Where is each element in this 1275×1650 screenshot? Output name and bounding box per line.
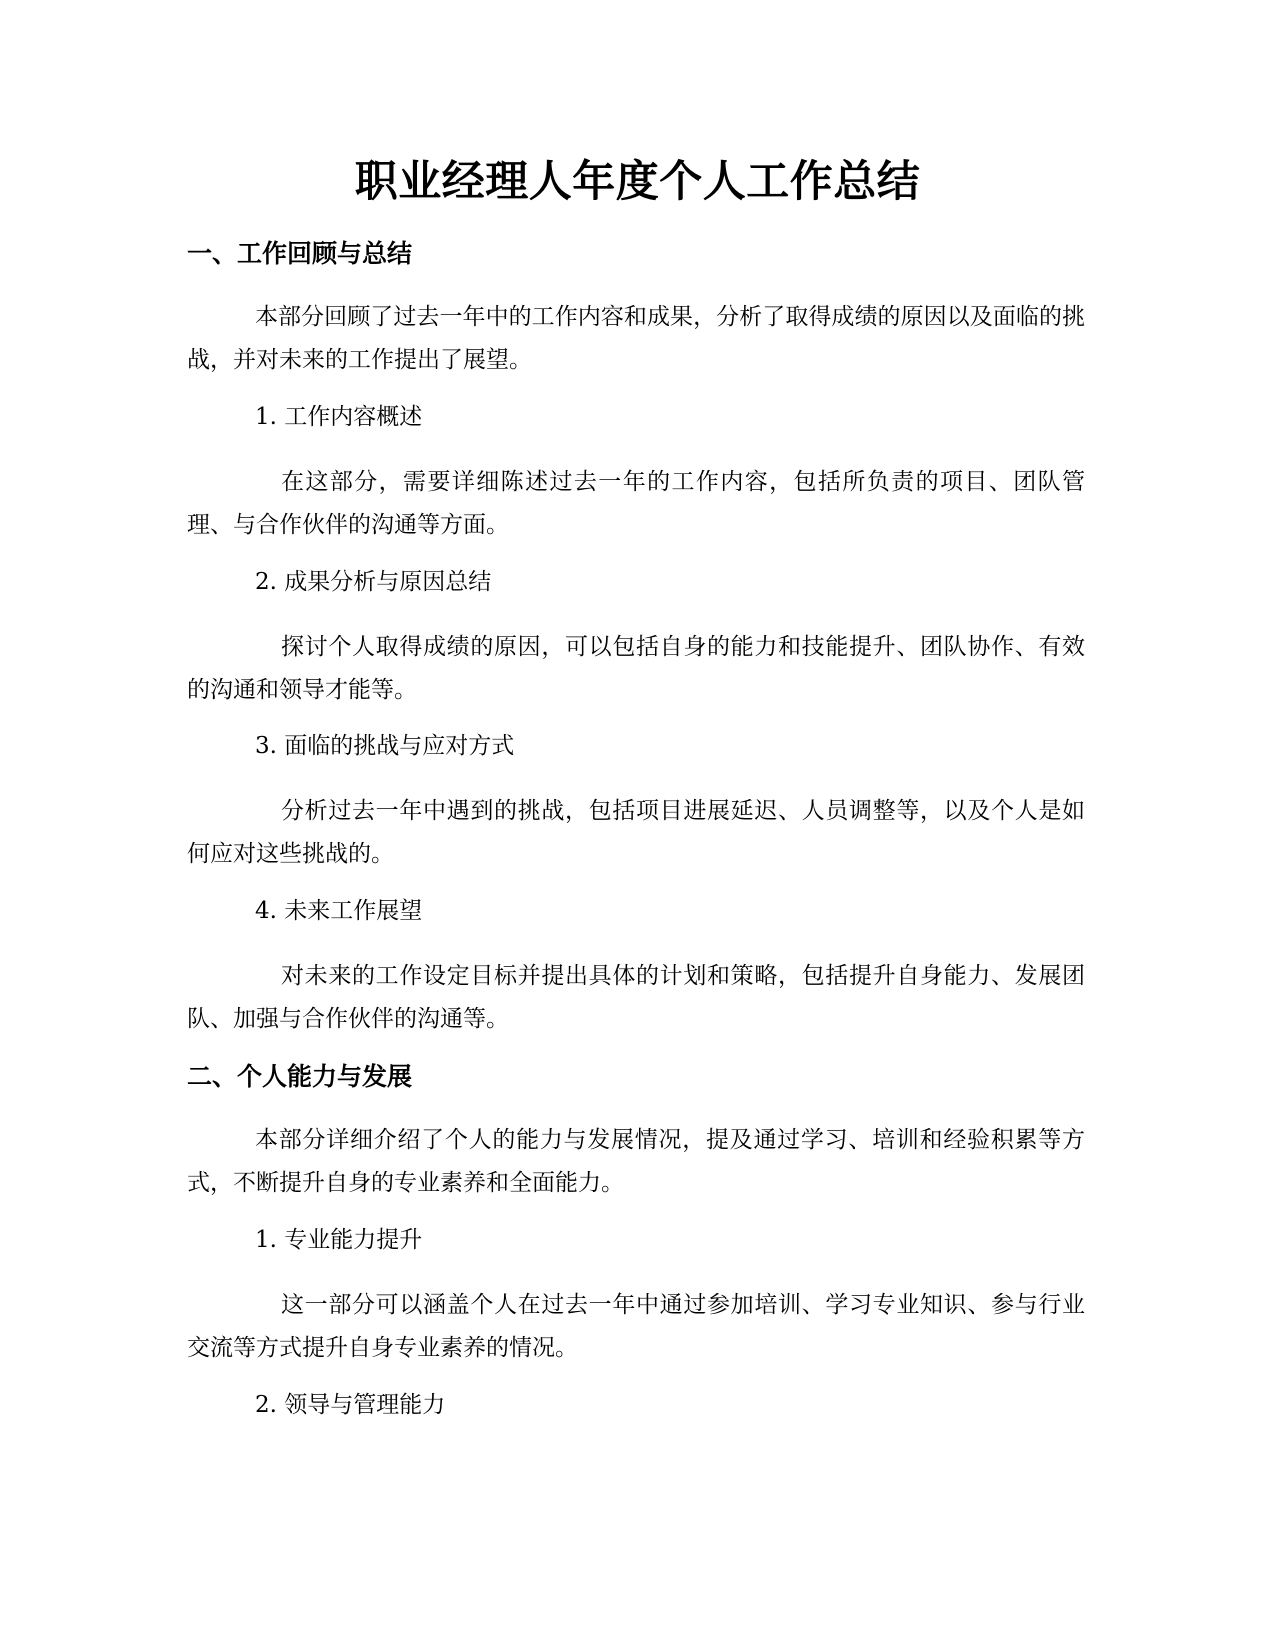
section-heading: 一、工作回顾与总结 xyxy=(187,239,413,268)
section-intro: 本部分详细介绍了个人的能力与发展情况，提及通过学习、培训和经验积累等方式，不断提升自身的专业素养和全面能力。 xyxy=(187,1127,1085,1196)
item-title: 2. 成果分析与原因总结 xyxy=(255,569,492,595)
item-body: 探讨个人取得成绩的原因，可以包括自身的能力和技能提升、团队协作、有效的沟通和领导才能等。 xyxy=(187,634,1085,703)
item-title: 4. 未来工作展望 xyxy=(255,898,423,924)
section-heading: 二、个人能力与发展 xyxy=(187,1062,413,1091)
item-title: 3. 面临的挑战与应对方式 xyxy=(255,733,515,759)
section-intro: 本部分回顾了过去一年中的工作内容和成果，分析了取得成绩的原因以及面临的挑战，并对未来的工作提出了展望。 xyxy=(187,304,1085,373)
item-body: 在这部分，需要详细陈述过去一年的工作内容，包括所负责的项目、团队管理、与合作伙伴的沟通等方面。 xyxy=(187,469,1085,538)
item-title: 2. 领导与管理能力 xyxy=(255,1392,446,1418)
item-body: 对未来的工作设定目标并提出具体的计划和策略，包括提升自身能力、发展团队、加强与合作伙伴的沟通等。 xyxy=(187,963,1085,1032)
document-title: 职业经理人年度个人工作总结 xyxy=(354,157,921,207)
item-body: 这一部分可以涵盖个人在过去一年中通过参加培训、学习专业知识、参与行业交流等方式提升自身专业素养的情况。 xyxy=(187,1292,1085,1361)
item-body: 分析过去一年中遇到的挑战，包括项目进展延迟、人员调整等，以及个人是如何应对这些挑战的。 xyxy=(187,798,1085,867)
item-title: 1. 专业能力提升 xyxy=(255,1227,423,1253)
item-title: 1. 工作内容概述 xyxy=(255,404,423,430)
